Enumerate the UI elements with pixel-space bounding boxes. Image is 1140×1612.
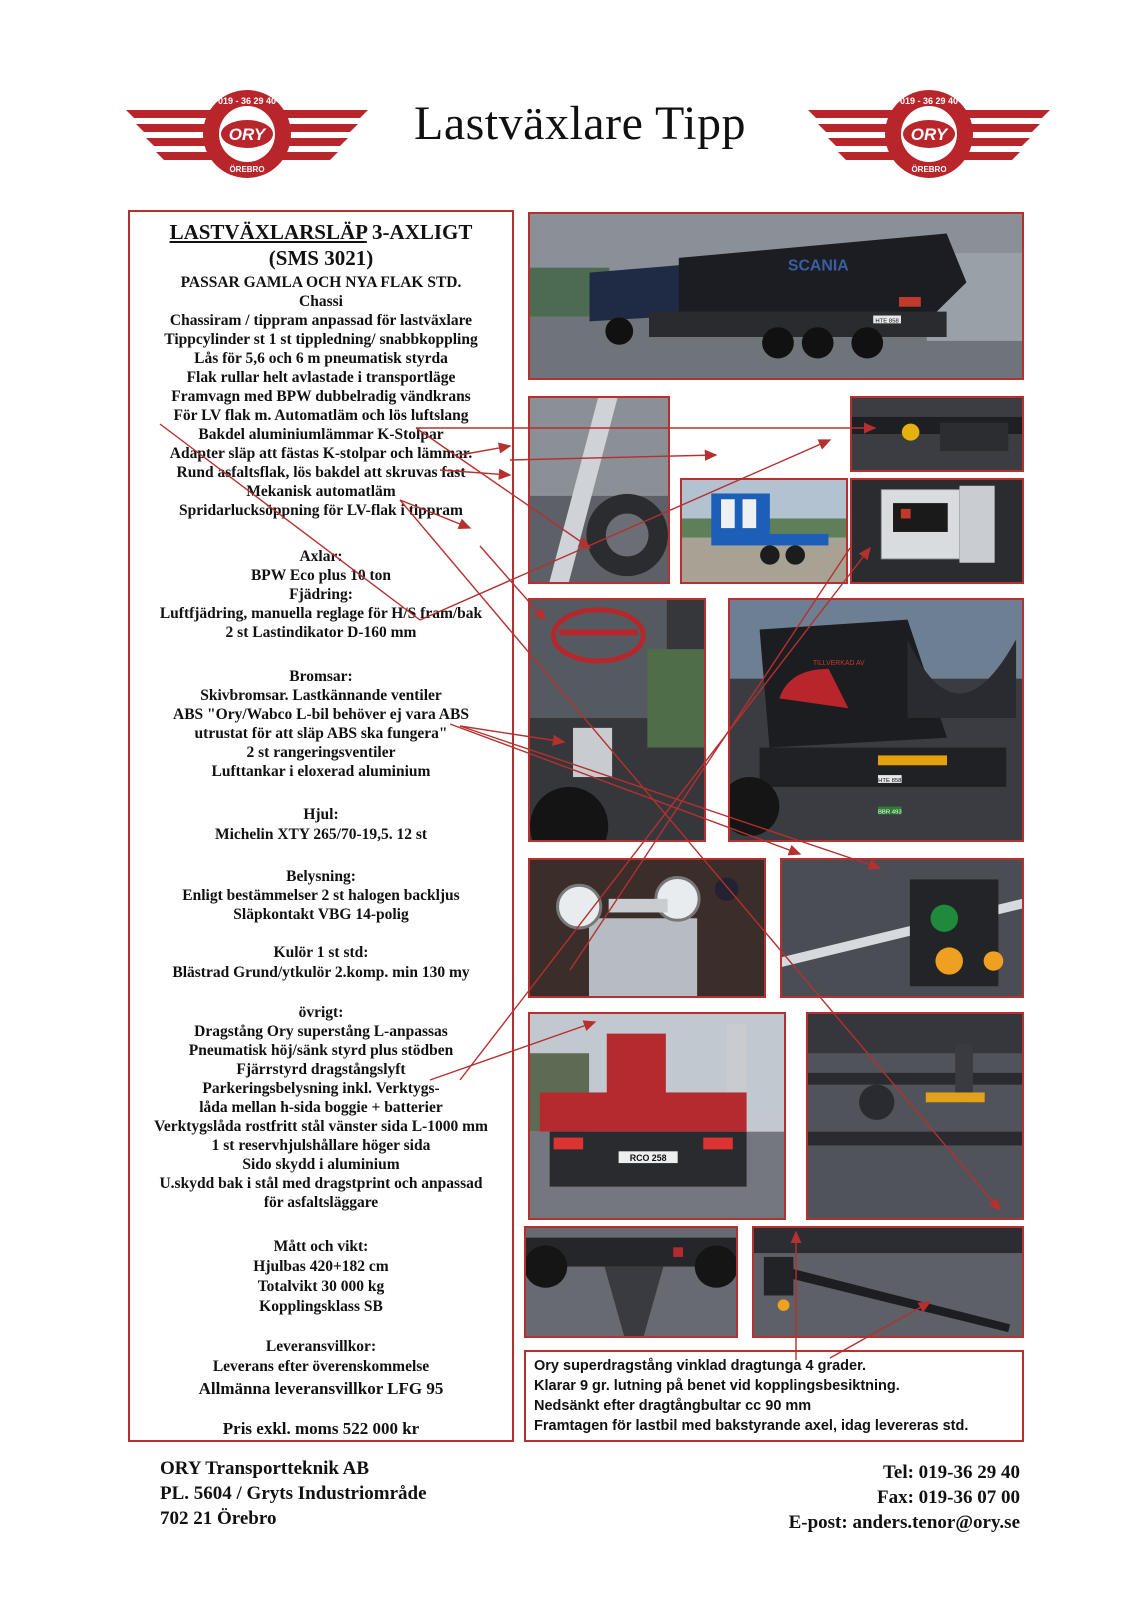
drawbar-caption-box — [524, 1350, 1024, 1442]
svg-text:ORY: ORY — [228, 125, 266, 144]
email-link[interactable]: E-post: anders.tenor@ory.se — [788, 1512, 1020, 1533]
svg-text:019 - 36 29 40: 019 - 36 29 40 — [899, 96, 959, 106]
chassi-line: Lås för 5,6 och 6 m pneumatisk styrda — [194, 350, 448, 367]
chassi-line: Tippcylinder st 1 st tippledning/ snabbkoppling — [164, 331, 478, 348]
svg-text:TILLVERKAD AV: TILLVERKAD AV — [812, 659, 865, 667]
chassi-line: Rund asfaltsflak, lös bakdel att skruvas fast — [176, 464, 466, 481]
postal-address: PL. 5604 / Gryts Industriområde — [160, 1483, 427, 1504]
photo-drawbar-angled — [752, 1226, 1024, 1338]
photo-drawbar-underside — [524, 1226, 738, 1338]
bromsar-heading: Bromsar: — [289, 668, 353, 685]
hjul-heading: Hjul: — [303, 806, 339, 823]
photo-mudflap-ory — [528, 598, 706, 842]
leverans-line: Allmänna leveransvillkor LFG 95 — [198, 1379, 444, 1398]
chassi-line: Adapter släp att fästas K-stolpar och lämmar. — [169, 445, 473, 462]
footer-contact — [789, 1460, 1020, 1535]
chassi-line: Chassiram / tippram anpassad för lastväxlare — [169, 312, 473, 329]
kulor-line: Blästrad Grund/ytkulör 2.komp. min 130 my — [172, 964, 470, 981]
ory-logo-right — [808, 88, 1050, 180]
leverans-line: Leverans efter överenskommelse — [212, 1358, 430, 1375]
footer-address — [160, 1456, 427, 1531]
matt-line: Hjulbas 420+182 cm — [253, 1258, 389, 1275]
ovrigt-line: låda mellan h-sida boggie + batterier — [199, 1099, 443, 1116]
ovrigt-line: Pneumatisk höj/sänk styrd plus stödben — [188, 1042, 454, 1059]
caption-line: Ory superdragstång vinklad dragtunga 4 grader. — [534, 1358, 866, 1374]
price-text: Pris exkl. moms 522 000 kr — [222, 1419, 420, 1438]
svg-text:RCO 258: RCO 258 — [629, 1153, 667, 1164]
chassi-line: Framvagn med BPW dubbelradig vändkrans — [171, 388, 471, 405]
spec-title-suffix: 3-AXLIGT — [372, 220, 473, 244]
bromsar-line: Lufttankar i eloxerad aluminium — [211, 763, 431, 780]
company-name: ORY Transportteknik AB — [160, 1458, 370, 1479]
chassi-line: För LV flak m. Automatläm och lös luftslang — [173, 407, 469, 424]
city: 702 21 Örebro — [160, 1508, 277, 1529]
ory-logo-left — [126, 88, 368, 180]
spec-standard: (SMS 3021) — [268, 246, 374, 270]
ovrigt-line: Sido skydd i aluminium — [242, 1156, 400, 1173]
bromsar-line: Skivbromsar. Lastkännande ventiler — [200, 687, 442, 704]
chassi-line: Mekanisk automatläm — [246, 483, 396, 500]
svg-text:ÖREBRO: ÖREBRO — [911, 165, 947, 174]
kulor-heading: Kulör 1 st std: — [273, 944, 369, 961]
photo-chassis-lock — [806, 1012, 1024, 1220]
ovrigt-line: Fjärrstyrd dragstångslyft — [236, 1061, 406, 1078]
photo-truck-and-trailer — [528, 212, 1024, 380]
photo-parking-lights — [780, 858, 1024, 998]
fjadring-heading: Fjädring: — [289, 586, 353, 603]
svg-text:SCANIA: SCANIA — [787, 257, 849, 275]
phone: Tel: 019-36 29 40 — [882, 1462, 1020, 1483]
ovrigt-heading: övrigt: — [298, 1004, 344, 1021]
spec-title — [130, 220, 512, 244]
ovrigt-line: 1 st reservhjulshållare höger sida — [211, 1137, 431, 1154]
belysning-heading: Belysning: — [286, 868, 356, 885]
bromsar-line: ABS "Ory/Wabco L-bil behöver ej vara ABS — [173, 706, 469, 723]
caption-line: Framtagen för lastbil med bakstyrande axel, idag levereras std. — [534, 1418, 969, 1434]
photo-automatlam-lock — [850, 396, 1024, 472]
matt-heading: Mått och vikt: — [273, 1238, 369, 1255]
caption-line: Klarar 9 gr. lutning på benet vid kopplingsbesiktning. — [534, 1378, 900, 1394]
bromsar-line: utrustat för att släp ABS ska fungera" — [194, 725, 448, 742]
svg-text:ORY: ORY — [910, 125, 948, 144]
caption-line: Nedsänkt efter dragtångbultar cc 90 mm — [534, 1398, 812, 1414]
chassi-heading: Chassi — [299, 293, 343, 310]
photo-red-trailer-rear — [528, 1012, 786, 1220]
photo-rear-mudflaps — [728, 598, 1024, 842]
fax: Fax: 019-36 07 00 — [876, 1487, 1020, 1508]
matt-line: Totalvikt 30 000 kg — [257, 1278, 385, 1295]
fjadring-line: 2 st Lastindikator D-160 mm — [225, 624, 417, 641]
ovrigt-line: Parkeringsbelysning inkl. Verktygs- — [202, 1080, 440, 1097]
svg-text:HTE 858: HTE 858 — [878, 777, 902, 784]
photo-control-box — [850, 478, 1024, 584]
belysning-line: Släpkontakt VBG 14-polig — [233, 906, 409, 923]
spec-box — [128, 210, 514, 1442]
svg-text:019 - 36 29 40: 019 - 36 29 40 — [217, 96, 277, 106]
ovrigt-line: för asfaltsläggare — [263, 1194, 379, 1211]
photo-k-stolpe — [528, 396, 670, 584]
svg-text:ÖREBRO: ÖREBRO — [229, 165, 265, 174]
page-title: Lastväxlare Tipp — [414, 97, 746, 150]
ovrigt-line: Verktygslåda rostfritt stål vänster sida L-1000 mm — [154, 1118, 488, 1135]
belysning-line: Enligt bestämmelser 2 st halogen backljus — [182, 887, 460, 904]
fjadring-line: Luftfjädring, manuella reglage för H/S fram/bak — [159, 605, 483, 622]
hjul-line: Michelin XTY 265/70-19,5. 12 st — [214, 826, 428, 843]
matt-line: Kopplingsklass SB — [259, 1298, 383, 1315]
chassi-line: Bakdel aluminiumlämmar K-Stolpar — [198, 426, 444, 443]
ovrigt-line: U.skydd bak i stål med dragstprint och anpassad — [159, 1175, 483, 1192]
spec-title-underlined: LASTVÄXLARSLÄP — [169, 220, 367, 244]
spec-subtitle: PASSAR GAMLA OCH NYA FLAK STD. — [180, 274, 462, 291]
ovrigt-line: Dragstång Ory superstång L-anpassas — [194, 1023, 448, 1040]
chassi-line: Flak rullar helt avlastade i transportläge — [186, 369, 456, 386]
leverans-heading: Leveransvillkor: — [265, 1338, 377, 1355]
svg-text:BBR 493: BBR 493 — [877, 809, 902, 816]
axlar-heading: Axlar: — [299, 548, 343, 565]
photo-blue-adapter-trailer — [680, 478, 848, 584]
bromsar-line: 2 st rangeringsventiler — [246, 744, 396, 761]
axlar-line: BPW Eco plus 10 ton — [250, 567, 392, 584]
chassi-line: Spridarlucksöppning för LV-flak i tippram — [179, 502, 463, 519]
svg-text:HTE 858: HTE 858 — [875, 318, 899, 325]
photo-air-tank-gauges — [528, 858, 766, 998]
